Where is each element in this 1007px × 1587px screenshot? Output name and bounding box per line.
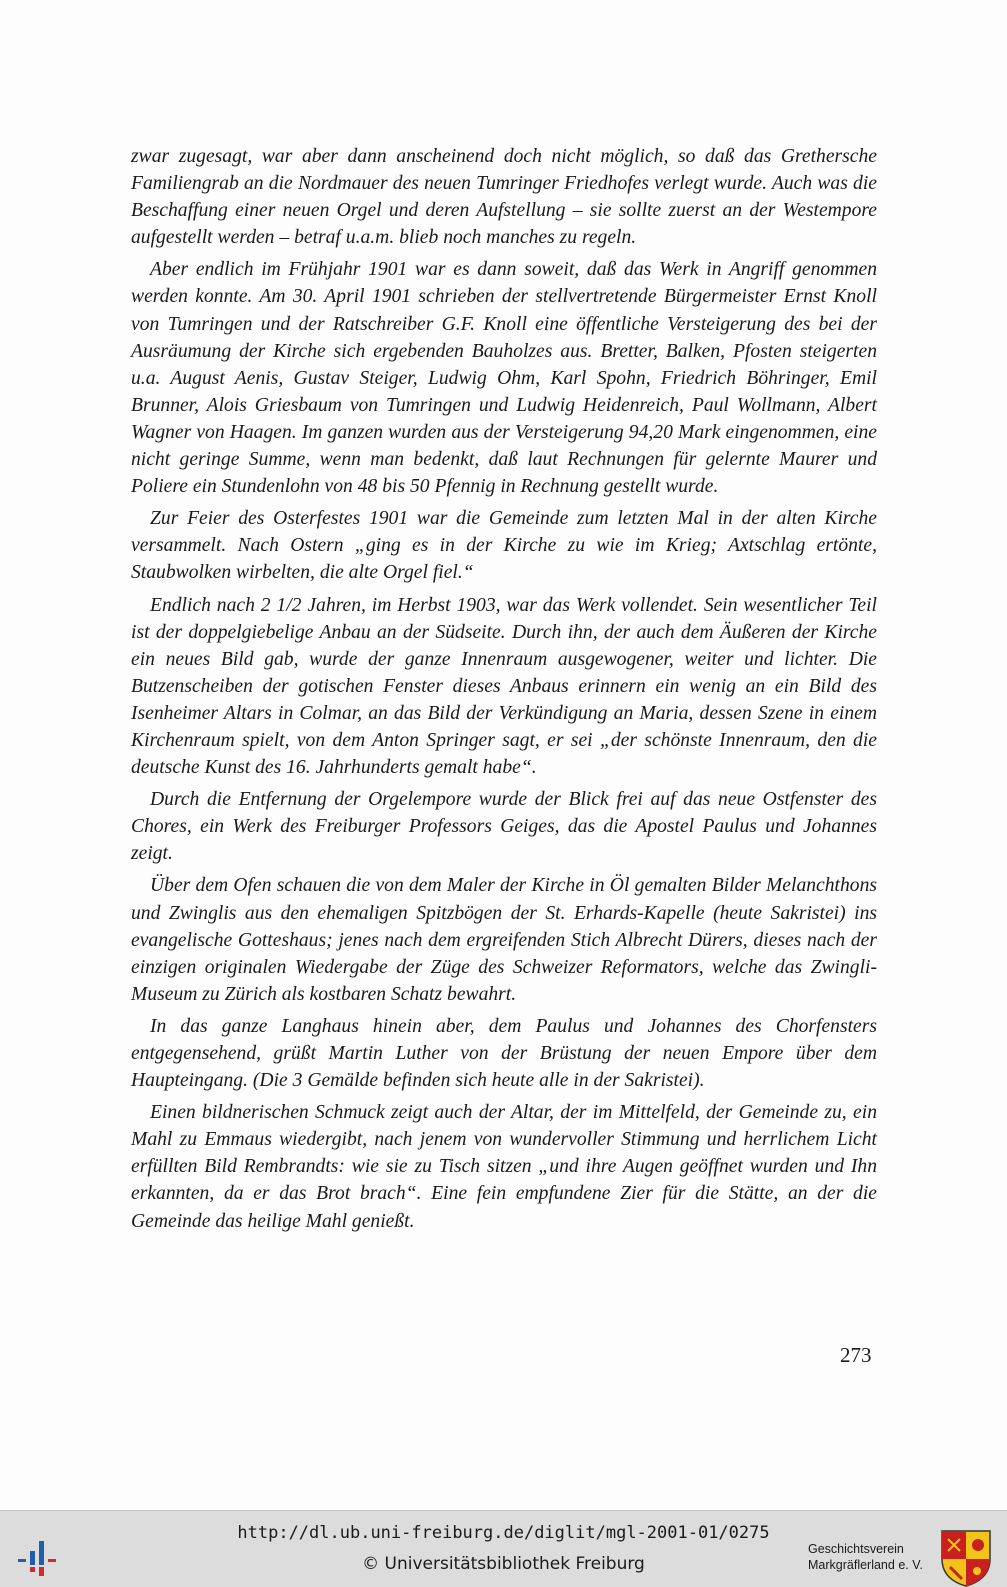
publisher-line-2: Markgräflerland e. V. <box>808 1558 923 1572</box>
paragraph-8: Einen bildnerischen Schmuck zeigt auch der Altar, der im Mittelfeld, der Gemeinde zu, ein Mahl zu Emmaus wiedergibt, nach jenem von wundervoller Stimmung und herrlichem Licht erfüllten Bild Rembrandts: wie sie zu Tisch sitzen „und ihre Augen geöffnet wurden und Ihn erkannten, da er das Brot brach“. Eine fein empfundene Zier für die Stätte, an der die Gemeinde das heilige Mahl genießt. <box>131 1102 877 1232</box>
paragraph-3: Zur Feier des Osterfestes 1901 war die Gemeinde zum letzten Mal in der alten Kirche versammelt. Nach Ostern „ging es in der Kirche zu wie im Krieg; Axtschlag ertönte, Staubwolken wirbelten, die alte Orgel fiel.“ <box>131 508 877 584</box>
publisher-name <box>808 1541 923 1573</box>
page-number: 273 <box>840 1343 872 1367</box>
footer-bar <box>0 1510 1007 1587</box>
paragraph-7: In das ganze Langhaus hinein aber, dem Paulus und Johannes des Chorfensters entgegensehend, grüßt Martin Luther von der Brüstung der neuen Empore über dem Haupteingang. (Die 3 Gemälde befinden sich heute alle in der Sakristei). <box>131 1015 877 1092</box>
paragraph-5: Durch die Entfernung der Orgelempore wurde der Blick frei auf das neue Ostfenster des Chores, ein Werk des Freiburger Professors Geiges, das die Apostel Paulus und Johannes zeigt. <box>131 789 877 865</box>
paragraph-2: Aber endlich im Frühjahr 1901 war es dann soweit, daß das Werk in Angriff genommen werden konnte. Am 30. April 1901 schrieben der stellvertretende Bürgermeister Ernst Knoll von Tumringen und der Ratschreiber G.F. Knoll eine öffentliche Versteigerung des bei der Ausräumung der Kirche sich ergebenden Bauholzes aus. Bretter, Balken, Pfosten steigerten u.a. August Aenis, Gustav Steiger, Ludwig Ohm, Karl Spohn, Friedrich Böhringer, Emil Brunner, Alois Griesbaum von Tumringen und Ludwig Heidenreich, Paul Wollmann, Albert Wagner von Haagen. Im ganzen wurden aus der Versteigerung 94,20 Mark eingenommen, eine nicht geringe Summe, wenn man bedenkt, daß laut Rechnungen für gelernte Maurer und Poliere ein Stundenlohn von 48 bis 50 Pfennig in Rechnung gestellt wurde. <box>131 259 877 498</box>
publisher-line-1: Geschichtsverein <box>808 1542 904 1556</box>
paragraph-4: Endlich nach 2 1/2 Jahren, im Herbst 1903, war das Werk vollendet. Sein wesentlicher Teil ist der doppelgiebelige Anbau an der Südseite. Durch ihn, der auch dem Äußeren der Kirche ein neues Bild gab, wurde der ganze Innenraum ausgewogener, weiter und lichter. Die Butzenscheiben der gotischen Fenster dieses Anbaus erinnern ein wenig an ein Bild des Isenheimer Altars in Colmar, an das Bild der Verkündigung an Maria, dessen Szene in einem Kirchenraum spielt, von dem Anton Springer sagt, er sei „der schönste Innenraum, den die deutsche Kunst des 16. Jahrhunderts gemalt habe“. <box>131 594 877 779</box>
body-text <box>131 143 877 1240</box>
source-url-link[interactable]: http://dl.ub.uni-freiburg.de/diglit/mgl-2001-01/0275 <box>237 1523 770 1543</box>
paragraph-1: zwar zugesagt, war aber dann anscheinend doch nicht möglich, so daß das Grethersche Familiengrab an die Nordmauer des neuen Tumringer Friedhofes verlegt wurde. Auch was die Beschaffung einer neuen Orgel und deren Aufstellung – sie sollte zuerst an der Westempore aufgestellt werden – betraf u.a.m. blieb noch manches zu regeln. <box>131 146 877 249</box>
coat-of-arms-icon <box>940 1529 992 1587</box>
paragraph-6: Über dem Ofen schauen die von dem Maler der Kirche in Öl gemalten Bilder Melanchthons und Zwinglis aus den ehemaligen Spitzbögen der St. Erhards-Kapelle (heute Sakristei) ins evangelische Gotteshaus; jenes nach dem ergreifenden Stich Albrecht Dürers, dieses nach der einzigen originalen Wiedergabe der Züge des Schweizer Reformators, welche das Zwingli-Museum zu Zürich als kostbaren Schatz bewahrt. <box>131 875 877 1005</box>
copyright-text: © Universitätsbibliothek Freiburg <box>362 1554 645 1574</box>
